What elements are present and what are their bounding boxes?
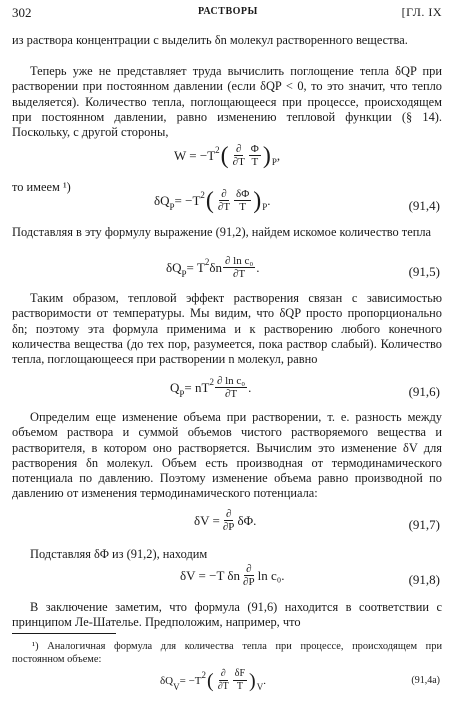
equation-91-4: δQ P = −T 2 ( $\frac{\partial}{\partial T}$ $\frac{\delta\Phi}{T}$ ) P . (91,4) (154, 187, 440, 214)
eq-w-exp: 2 (215, 144, 220, 155)
equation-number: (91,7) (408, 517, 440, 532)
equation-91-5: δQ P = T 2 δn $\frac{\text{∂ ln c₀}}{\partial T}$ . (91,5) (166, 255, 440, 280)
equation-w: W = −T 2 ( $\frac{\partial}{\partial T}$ $\frac{\Phi}{T}$ ) P , (174, 142, 281, 169)
running-title: РАСТВОРЫ (198, 6, 258, 17)
equation-91-8: δV = −T δn $\frac{\partial}{\partial P}$ ln c₀. (91,8) (180, 563, 440, 588)
equation-number: (91,5) (408, 264, 440, 279)
running-header (12, 5, 442, 23)
paragraph-6: Подставляя δΦ из (91,2), находим (30, 547, 208, 561)
right-paren: ) (249, 669, 256, 692)
left-paren: ( (205, 187, 214, 214)
equation-number: (91,6) (408, 384, 440, 399)
footnote-divider (12, 633, 116, 634)
paragraph-2: то имеем ¹) (12, 180, 71, 194)
equation-number: (91,8) (408, 572, 440, 587)
book-page (12, 0, 442, 706)
eq-w-derivative: $\frac{\partial}{\partial T}$ (232, 143, 245, 168)
footnote-text: ¹) Аналогичная формула для количества тепла при процессе, происходящем при постоянном объеме: (12, 641, 442, 665)
paragraph-5: Определим еще изменение объема при растворении, т. е. разность между объемом раствора и суммой объемов чистого растворяемого вещества и растворителя, в котором оно растворяется. Вычислим это изменение δV для растворения δn молекул. Объем есть производная от термодинамического потенциала по давлению. Поэтому изменение объема равно производной по давлению от изменения термодинамического потенциала: (12, 410, 442, 501)
paragraph-4: Таким образом, тепловой эффект растворения связан с зависимостью растворимости от температуры. Мы видим, что δQP просто пропорционально δn; поэтому эта формула применима и к растворению любого конечного количества вещества (до тех пор, разумеется, пока раствор слабый). Количество тепла, поглощающееся при растворении n молекул, равно (12, 291, 442, 367)
footnote-equation: δQ V = −T 2 ( $\frac{\partial}{\partial T}$ $\frac{\delta F}{T}$ ) V . (91,4а) (160, 668, 440, 692)
right-paren: ) (262, 142, 271, 169)
equation-91-7: δV = $\frac{\partial}{\partial P}$ δΦ. (91,7) (194, 508, 440, 533)
paragraph-1: Теперь уже не представляет труда вычислить поглощение тепла δQP при растворении при постоянном давлении (если δQP < 0, то это значит, что тепло выделяется). Количество тепла, поглощающееся при процессе, происходящем при постоянном давлении, равно изменению тепловой функции (§ 14). Поскольку, с другой стороны, (12, 64, 442, 140)
paragraph-7: В заключение заметим, что формула (91,6) находится в соответствии с принципом Ле-Шателье. Предположим, например, что (12, 600, 442, 630)
chapter-label: [ГЛ. IX (401, 5, 442, 19)
right-paren: ) (253, 187, 262, 214)
eq-w-lhs: W = −T (174, 147, 216, 163)
left-paren: ( (220, 142, 229, 169)
left-paren: ( (207, 669, 214, 692)
paragraph-3: Подставляя в эту формулу выражение (91,2), найдем искомое количество тепла (12, 225, 432, 239)
equation-number: (91,4а) (411, 675, 440, 686)
eq-w-ratio: $\frac{\Phi}{T}$ (250, 143, 259, 168)
equation-91-6: Q P = nT 2 $\frac{\text{∂ ln c₀}}{\partial T}$ . (91,6) (170, 375, 440, 400)
paragraph-0: из раствора концентрации c выделить δn молекул растворенного вещества. (12, 33, 408, 47)
page-number: 302 (12, 5, 32, 20)
equation-number: (91,4) (408, 198, 440, 213)
